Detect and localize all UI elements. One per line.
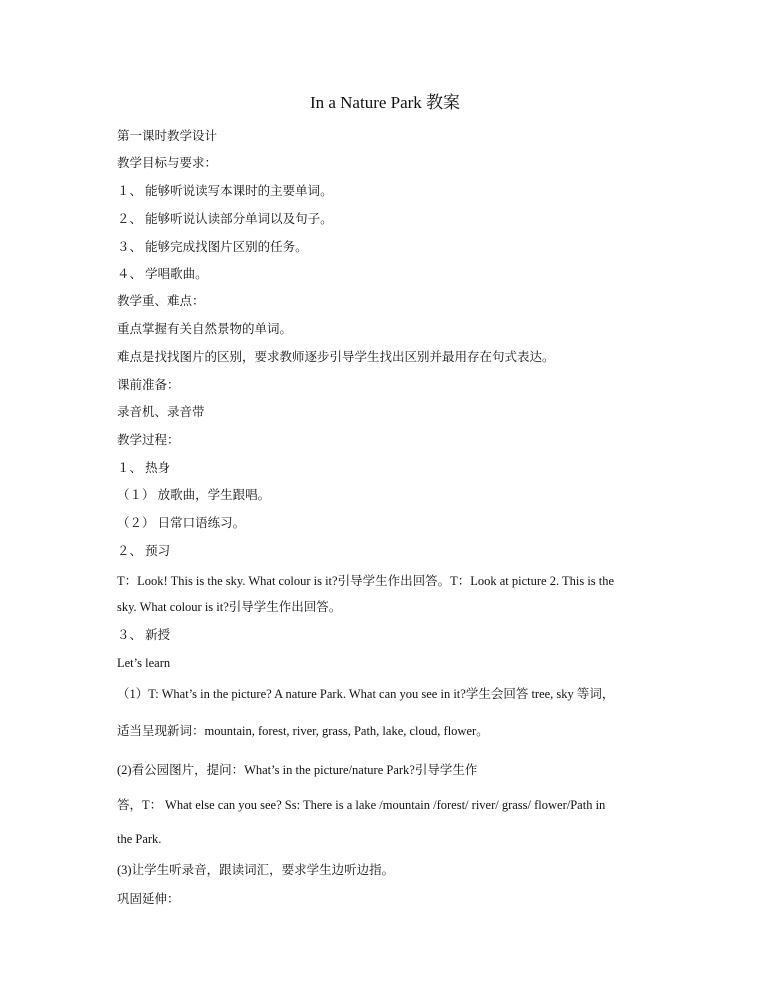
document-title: In a Nature Park 教案 bbox=[309, 93, 461, 112]
text-line: 第一课时教学设计 bbox=[117, 129, 218, 143]
text-line: sky. What colour is it?引导学生作出回答。 bbox=[117, 600, 342, 614]
text-line: （1）T: What’s in the picture? A nature Park. What can you see in it?学生会回答 tree, sky 等词， bbox=[117, 687, 615, 701]
text-line: 教学重、难点： bbox=[117, 294, 205, 308]
text-line: (3)让学生听录音，跟读词汇，要求学生边听边指。 bbox=[117, 863, 395, 877]
text-line: １、 能够听说读写本课时的主要单词。 bbox=[117, 184, 333, 198]
text-line: １、 热身 bbox=[117, 461, 171, 475]
text-line: 课前准备： bbox=[117, 378, 180, 392]
text-line: 适当呈现新词：mountain, forest, river, grass, Path, lake, cloud, flower。 bbox=[117, 724, 489, 738]
text-line: 教学过程： bbox=[117, 433, 180, 447]
text-line: Let’s learn bbox=[117, 656, 171, 670]
text-line: （２） 日常口语练习。 bbox=[117, 516, 246, 530]
text-line: 答，T： What else can you see? Ss: There is a lake /mountain /forest/ river/ grass/ flower/Path in bbox=[117, 798, 606, 812]
text-line: ２、 能够听说认读部分单词以及句子。 bbox=[117, 212, 333, 226]
text-line: （１） 放歌曲，学生跟唱。 bbox=[117, 488, 271, 502]
text-line: 重点掌握有关自然景物的单词。 bbox=[117, 322, 293, 336]
text-line: the Park. bbox=[117, 832, 162, 846]
text-line: 录音机、录音带 bbox=[117, 405, 205, 419]
text-line: ４、 学唱歌曲。 bbox=[117, 267, 208, 281]
text-line: ３、 新授 bbox=[117, 628, 171, 642]
text-line: ２、 预习 bbox=[117, 544, 171, 558]
text-line: T：Look! This is the sky. What colour is it?引导学生作出回答。T：Look at picture 2. This is the bbox=[117, 574, 615, 588]
text-line: 巩固延伸： bbox=[117, 892, 180, 906]
text-line: 教学目标与要求： bbox=[117, 156, 218, 170]
text-line: (2)看公园图片，提问：What’s in the picture/nature Park?引导学生作 bbox=[117, 763, 478, 777]
text-line: ３、 能够完成找图片区别的任务。 bbox=[117, 240, 308, 254]
text-line: 难点是找找图片的区别，要求教师逐步引导学生找出区别并最用存在句式表达。 bbox=[117, 350, 555, 364]
